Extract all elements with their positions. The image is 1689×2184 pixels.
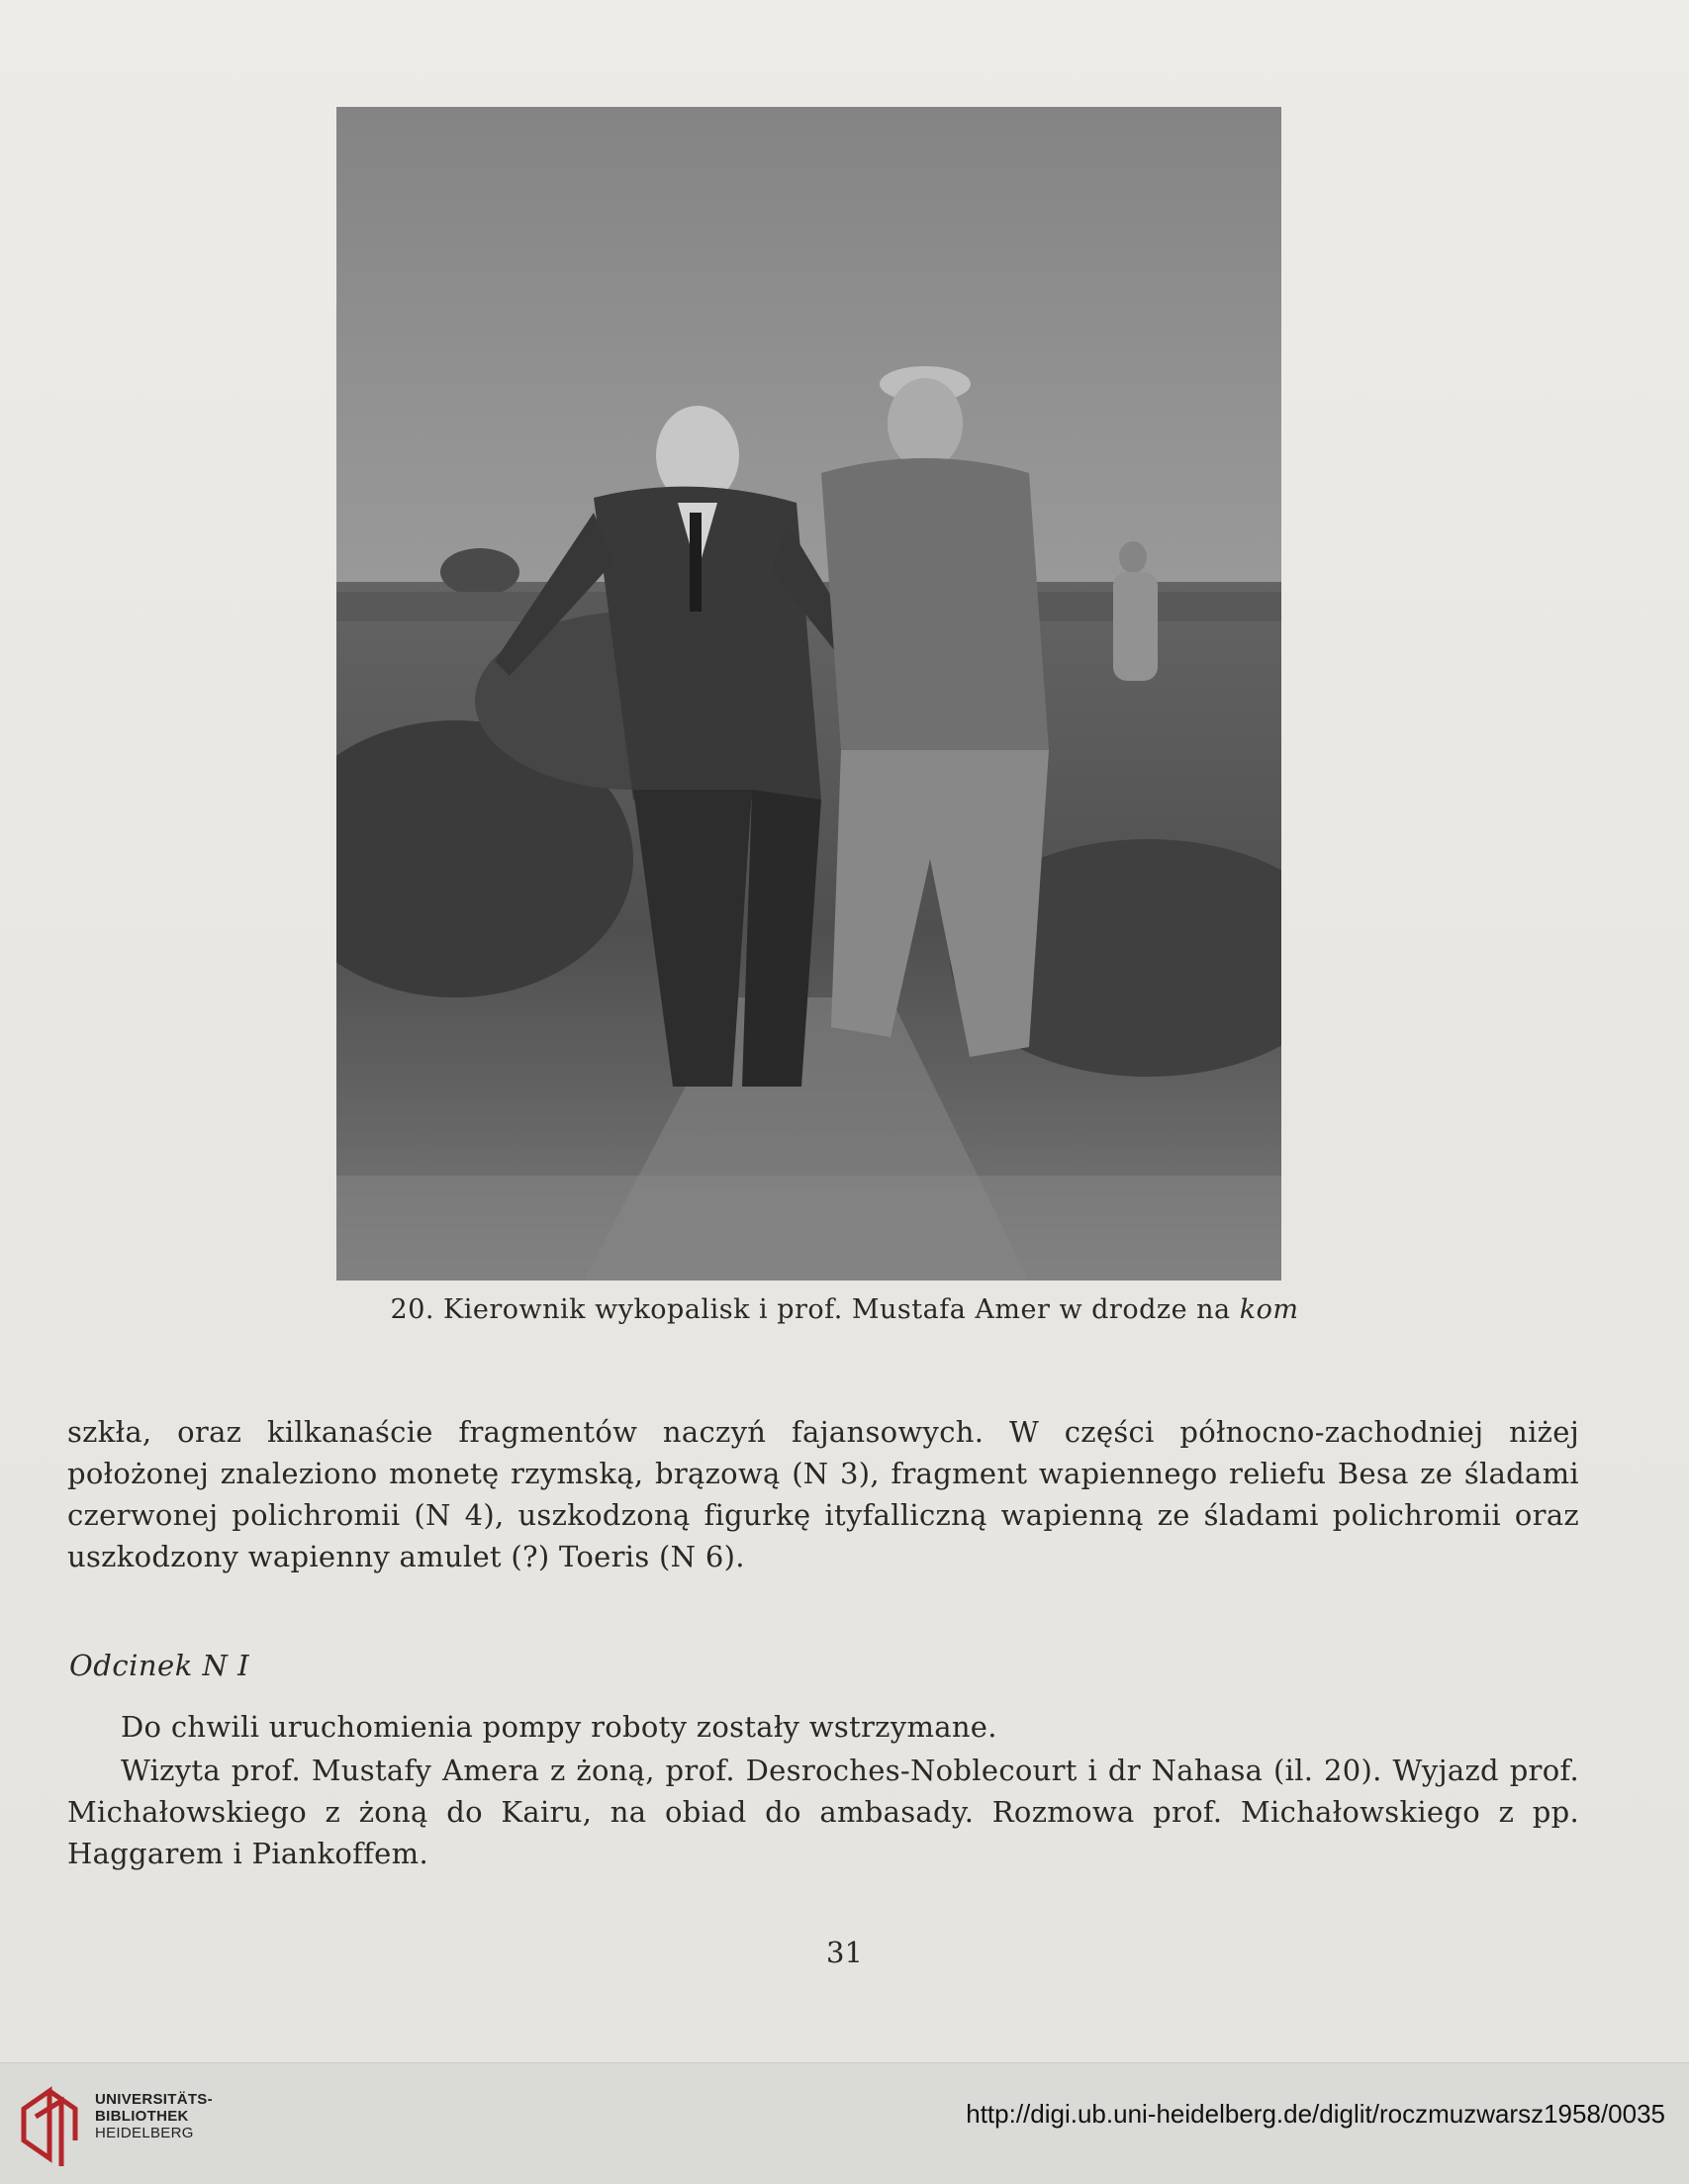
permalink-url[interactable]: http://digi.ub.uni-heidelberg.de/diglit/roczmuzwarsz1958/0035: [966, 2099, 1665, 2129]
paragraph-2: Do chwili uruchomienia pompy roboty zostały wstrzymane.: [121, 1710, 997, 1744]
logo-wordmark: [95, 2091, 213, 2141]
caption-italic-word: kom: [1239, 1294, 1299, 1325]
photograph: [336, 107, 1281, 1281]
paragraph-1: szkła, oraz kilkanaście fragmentów naczyń fajansowych. W części północno-zachodniej niżej położonej znaleziono monetę rzymską, brązową (N 3), fragment wapiennego reliefu Besa ze śladami czerwonej polichromii (N 4), uszkodzoną figurkę ityfalliczną wapienną ze śladami polichromii oraz uszkodzony wapienny amulet (?) Toeris (N 6).: [67, 1415, 1579, 1573]
photo-caption: [0, 1294, 1689, 1325]
logo-line-3: HEIDELBERG: [95, 2125, 194, 2141]
section-heading: Odcinek N I: [69, 1649, 250, 1682]
logo-line-1: UNIVERSITÄTS-: [95, 2091, 213, 2108]
photograph-image: [336, 107, 1281, 1281]
logo-line-2: BIBLIOTHEK: [95, 2108, 189, 2125]
library-footer: [0, 2062, 1689, 2184]
paragraph-3: Wizyta prof. Mustafy Amera z żoną, prof. Desroches-Noblecourt i dr Nahasa (il. 20). Wyjazd prof. Michałowskiego z żoną do Kairu, na obiad do ambasady. Rozmowa prof. Michałowskiego z pp. Haggarem i Piankoffem.: [67, 1754, 1579, 1870]
caption-text: 20. Kierownik wykopalisk i prof. Mustafa Amer w drodze na: [390, 1294, 1240, 1325]
university-library-logo-icon[interactable]: [16, 2079, 85, 2170]
page-number: 31: [826, 1936, 863, 1969]
